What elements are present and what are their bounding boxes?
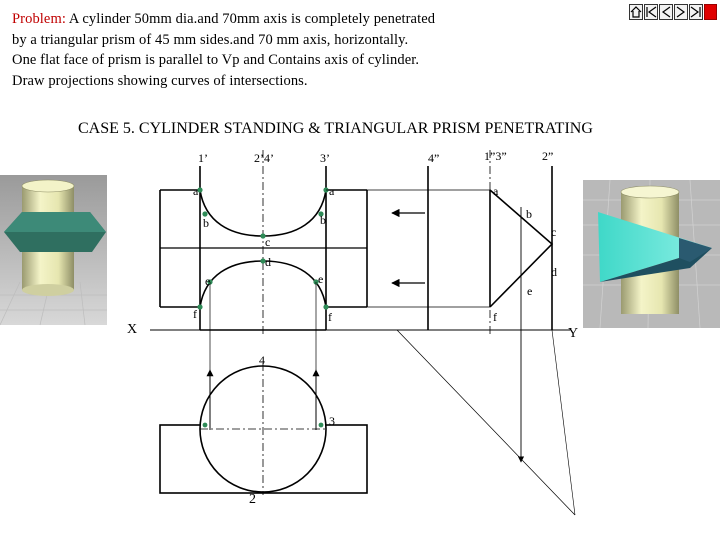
- label-f-side: f: [493, 310, 497, 324]
- problem-line-4: Draw projections showing curves of intersections.: [12, 72, 308, 89]
- problem-line-3: One flat face of prism is parallel to Vp and Contains axis of cylinder.: [12, 52, 420, 68]
- label-c-front: c: [265, 235, 271, 249]
- label-4-double-dash: 4”: [428, 151, 440, 165]
- label-1-3-double-dash: 1”3”: [484, 149, 507, 163]
- left-3d-model-image: [0, 175, 107, 325]
- problem-label: Problem:: [12, 11, 66, 27]
- label-a-left: a: [193, 184, 199, 198]
- label-1-dash: 1’: [198, 151, 208, 165]
- label-2-double-dash: 2”: [542, 149, 554, 163]
- label-2-top: 2: [249, 492, 256, 507]
- label-d-front: d: [265, 255, 271, 269]
- label-f-right: f: [328, 310, 332, 324]
- top-view: [160, 366, 367, 493]
- label-c-side: c: [551, 225, 557, 239]
- label-2-4-dash: 2’4’: [254, 151, 274, 165]
- label-x: X: [127, 322, 138, 337]
- label-d-side: d: [551, 265, 557, 279]
- label-a-right: a: [329, 184, 335, 198]
- label-b-right: b: [320, 213, 326, 227]
- case-heading: CASE 5. CYLINDER STANDING & TRIANGULAR PRISM PENETRATING: [78, 120, 593, 137]
- label-4-top: 4: [259, 353, 265, 367]
- front-view: [160, 166, 367, 330]
- label-e-left: e: [205, 274, 211, 288]
- label-y: Y: [568, 326, 579, 341]
- projection-labels: [127, 149, 578, 507]
- label-3-top: 3: [329, 414, 335, 428]
- label-a-side: a: [493, 184, 499, 198]
- right-3d-model-image: [583, 180, 720, 328]
- side-projection-line: [552, 330, 575, 515]
- label-b-left: b: [203, 216, 209, 230]
- problem-line-1: A cylinder 50mm dia.and 70mm axis is completely penetrated: [65, 11, 436, 27]
- label-b-side: b: [526, 207, 532, 221]
- label-e-side: e: [527, 284, 533, 298]
- label-e-right: e: [318, 272, 324, 286]
- label-f-left: f: [193, 307, 197, 321]
- label-3-dash: 3’: [320, 151, 330, 165]
- problem-line-2: by a triangular prism of 45 mm sides.and 70 mm axis, horizontally.: [12, 31, 409, 48]
